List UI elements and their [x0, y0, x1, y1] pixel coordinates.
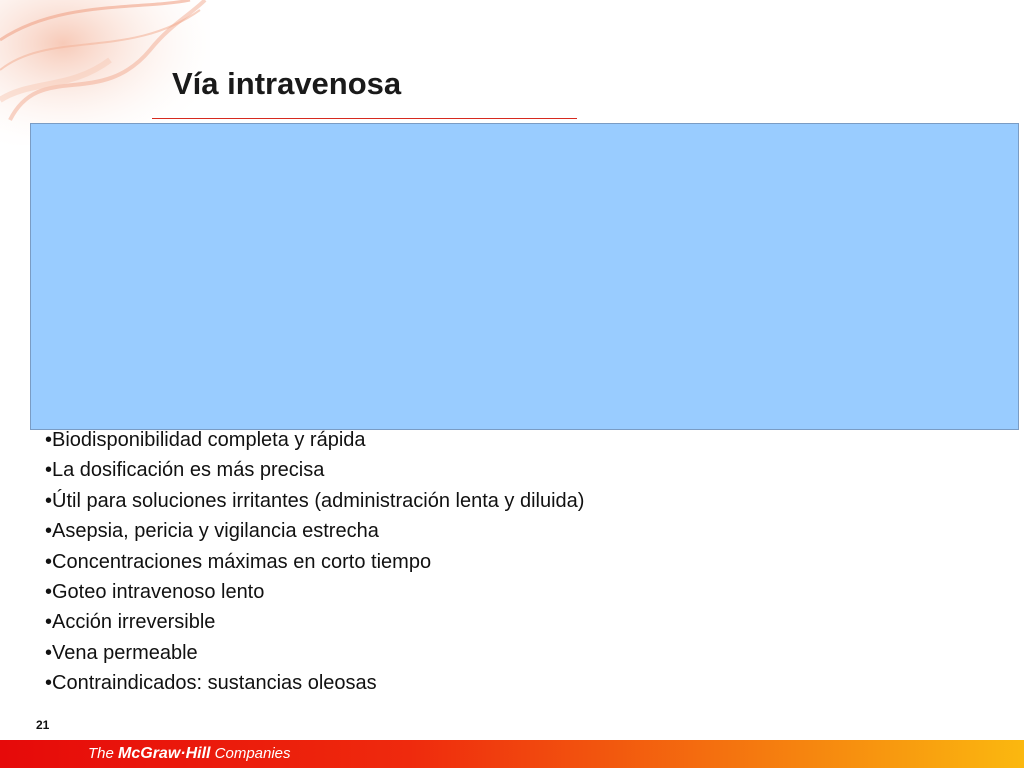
brand-companies: Companies — [210, 745, 291, 762]
slide-title: Vía intravenosa — [172, 66, 402, 101]
bullet-item: •Concentraciones máximas en corto tiempo — [45, 550, 432, 573]
brand-the: The — [88, 745, 119, 762]
bullet-item: •Asepsia, pericia y vigilancia estrecha — [45, 520, 379, 543]
bullet-item: •Biodisponibilidad completa y rápida — [45, 429, 366, 451]
bullet-item: •Contraindicados: sustancias oleosas — [45, 672, 377, 695]
bullet-item: •Vena permeable — [45, 641, 198, 664]
footer-bar — [0, 740, 1024, 768]
brand-name: McGraw·Hill — [118, 745, 211, 762]
blue-content-box — [30, 123, 1019, 430]
bullet-item: •Útil para soluciones irritantes (administración lenta y diluida) — [45, 489, 585, 512]
bullet-item: •Goteo intravenoso lento — [45, 581, 265, 604]
title-underline — [152, 118, 577, 119]
brand-logo — [88, 745, 291, 763]
bullet-list — [45, 425, 584, 699]
bullet-item: •La dosificación es más precisa — [45, 459, 325, 482]
page-number: 21 — [36, 718, 50, 732]
bullet-item: •Acción irreversible — [45, 611, 216, 634]
